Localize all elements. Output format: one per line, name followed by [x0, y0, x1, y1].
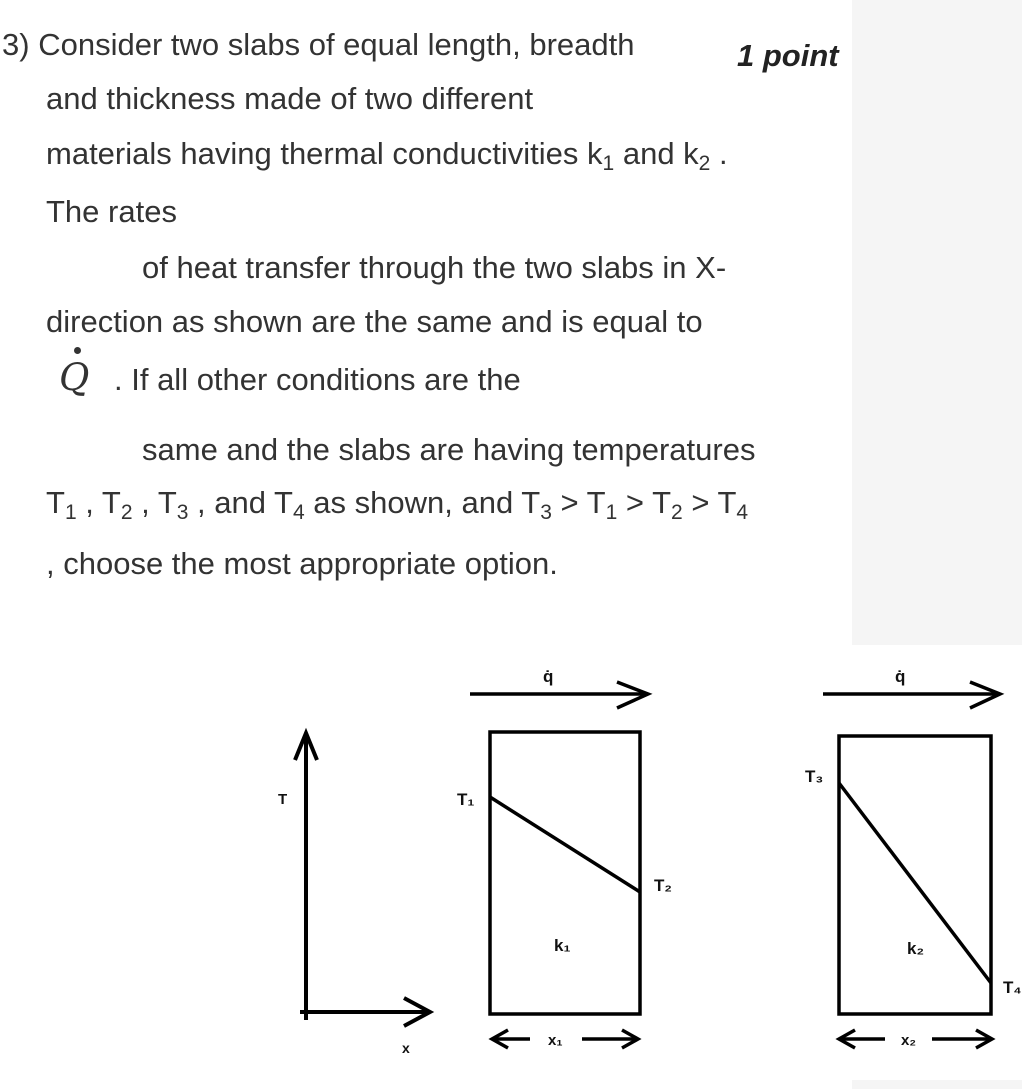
slab-2 [805, 667, 1022, 1049]
slab1-t-right: T₂ [654, 876, 672, 895]
q-dot-accent [74, 347, 81, 354]
slab1-t-left: T₁ [457, 790, 475, 809]
subscript: 2 [671, 501, 683, 524]
question-line-2: and thickness made of two different [46, 81, 534, 116]
slab1-k-label: k₁ [554, 936, 571, 955]
question-line-7: . If all other conditions are the [114, 362, 521, 397]
axis-x-label: x [402, 1040, 410, 1056]
question-line-8: same and the slabs are having temperatures [142, 432, 756, 467]
text-segment: , [76, 485, 102, 520]
subscript: 1 [602, 152, 615, 175]
slab1-temperature-profile [490, 797, 640, 892]
subscript: 3 [176, 501, 189, 524]
question-line-1 [2, 29, 634, 60]
text-segment: > T [551, 485, 606, 520]
subscript: 1 [64, 501, 77, 524]
question-text-line-1: Consider two slabs of equal length, breadth [38, 27, 635, 62]
text-segment: , [132, 485, 158, 520]
axes [295, 733, 430, 1026]
question-line-10: , choose the most appropriate option. [46, 546, 558, 581]
side-panel [852, 0, 1022, 645]
points-label: 1 point [737, 38, 839, 73]
text-segment: T [46, 485, 65, 520]
text-segment: and k [614, 136, 699, 171]
slab2-k-label: k₂ [907, 939, 925, 958]
subscript: 2 [698, 152, 711, 175]
subscript: 4 [736, 501, 749, 524]
text-segment: . [710, 136, 728, 171]
subscript: 3 [540, 501, 552, 524]
slab-diagram [0, 645, 1022, 1089]
axis-y-label: T [278, 791, 288, 808]
slab-1 [457, 667, 672, 1049]
subscript: 1 [605, 501, 618, 524]
slab1-width-label: x₁ [548, 1032, 563, 1049]
question-line-9 [46, 485, 749, 524]
text-segment: > T [682, 485, 737, 520]
question-number: 3) [2, 27, 30, 62]
subscript: 2 [120, 501, 133, 524]
question-line-3 [46, 136, 728, 175]
slab2-flow-label: q̇ [895, 667, 906, 686]
subscript: 4 [293, 501, 305, 524]
text-segment: , and T [188, 485, 293, 520]
slab1-rect [490, 732, 640, 1014]
slab2-t-right: T₄ [1003, 978, 1022, 997]
slab2-rect [839, 736, 991, 1014]
text-segment: T [101, 485, 121, 520]
text-segment: > T [617, 485, 672, 520]
text-segment: as shown, and T [304, 485, 541, 520]
heat-rate-symbol: Q [59, 356, 90, 399]
text-segment: materials having thermal conductivities k [46, 136, 603, 171]
slab1-flow-label: q̇ [543, 667, 554, 686]
question-line-5: of heat transfer through the two slabs in X- [142, 250, 727, 285]
slab2-t-left: T₃ [805, 767, 824, 786]
slab2-width-label: x₂ [901, 1032, 917, 1049]
text-segment: T [157, 485, 177, 520]
question-line-4: The rates [46, 194, 177, 229]
question-line-6: direction as shown are the same and is equal to [46, 304, 703, 339]
